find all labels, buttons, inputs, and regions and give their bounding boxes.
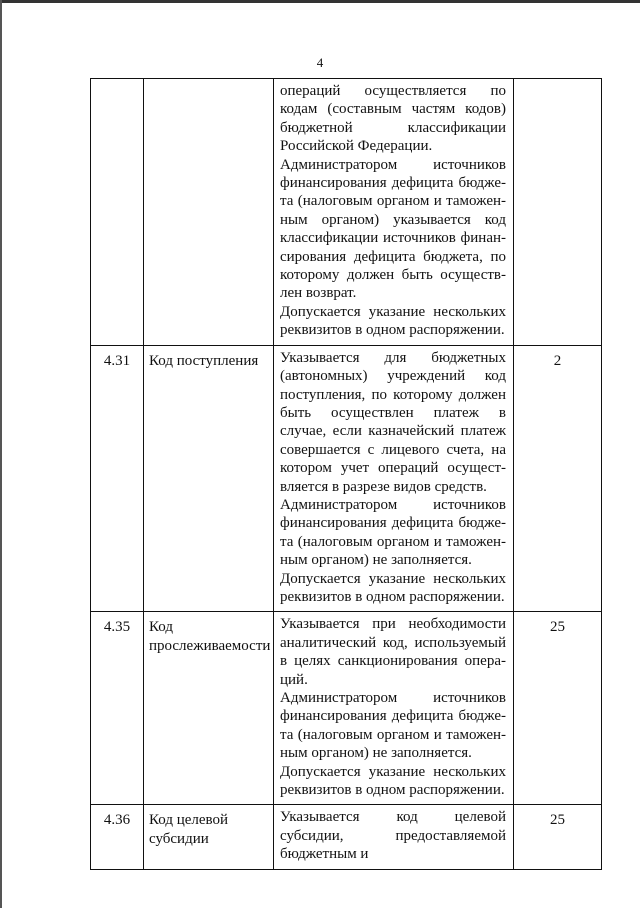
scan-edge-left xyxy=(0,0,2,908)
requisites-table xyxy=(90,78,602,870)
description-paragraph: операций осуществляется по кодам (составным частям кодов) бюджетной классификации Российской Федерации. xyxy=(280,83,506,155)
page-number: 4 xyxy=(316,55,324,70)
name-line: субсидии xyxy=(149,830,209,847)
name-line: Код целевой xyxy=(149,812,229,829)
row-number xyxy=(91,79,144,346)
row-name xyxy=(144,612,274,805)
row-description xyxy=(274,79,514,346)
row-number: 4.31 xyxy=(91,345,144,612)
description-paragraph: Администратором источников финансирования дефицита бюдже-та (налоговым органом и таможен-ным органом) указывается код классификации источников финан-сирования дефицита бюджета, по которому должен быть осуществ-лен возврат. xyxy=(280,156,506,302)
name-line: Код xyxy=(149,619,173,636)
row-name xyxy=(144,805,274,869)
row-description xyxy=(274,805,514,869)
row-description xyxy=(274,612,514,805)
row-length: 25 xyxy=(514,612,602,805)
description-paragraph: Указывается при необходимости аналитический код, используемый в целях санкционирования опера-ций. xyxy=(280,616,506,688)
table-row xyxy=(91,612,602,805)
description-paragraph: Указывается код целевой субсидии, предоставляемой бюджетным и xyxy=(280,809,506,863)
description-paragraph: Администратором источников финансирования дефицита бюдже-та (налоговым органом и таможен-ным органом) не заполняется. xyxy=(280,690,506,762)
scan-edge-top xyxy=(0,0,640,3)
description-paragraph: Допускается указание нескольких реквизитов в одном распоряжении. xyxy=(280,303,506,339)
row-name xyxy=(144,345,274,612)
table-row xyxy=(91,805,602,869)
table-row xyxy=(91,345,602,612)
row-length: 25 xyxy=(514,805,602,869)
name-line: прослеживаемости xyxy=(149,637,271,654)
description-paragraph: Допускается указание нескольких реквизитов в одном распоряжении. xyxy=(280,570,506,605)
description-paragraph: Администратором источников финансирования дефицита бюдже-та (налоговым органом и таможен-ным органом) не заполняется. xyxy=(280,496,506,569)
description-paragraph: Допускается указание нескольких реквизитов в одном распоряжении. xyxy=(280,763,506,799)
table-row xyxy=(91,79,602,346)
row-number: 4.35 xyxy=(91,612,144,805)
row-length xyxy=(514,79,602,346)
row-length: 2 xyxy=(514,345,602,612)
row-name xyxy=(144,79,274,346)
row-number: 4.36 xyxy=(91,805,144,869)
name-line: Код поступления xyxy=(149,352,259,369)
description-paragraph: Указывается для бюджетных (автономных) учреждений код поступления, по которому должен быть осуществлен платеж в случае, если казначейский платеж совершается с лицевого счета, на котором учет операций осущест-вляется в разрезе видов средств. xyxy=(280,349,506,495)
row-description xyxy=(274,345,514,612)
